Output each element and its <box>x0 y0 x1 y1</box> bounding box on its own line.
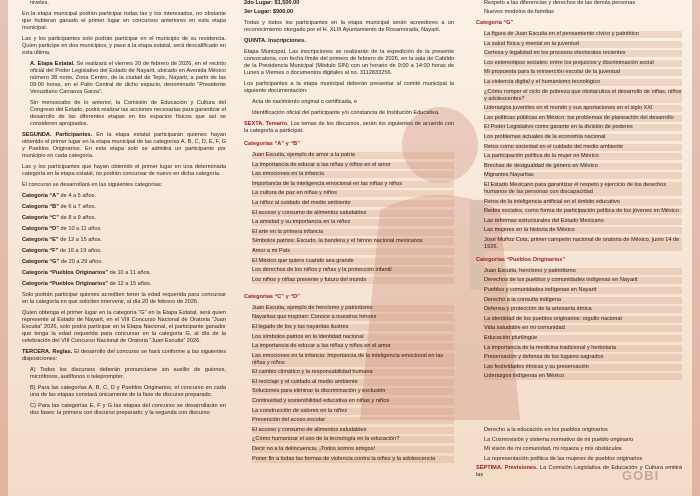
topic-item: Soluciones para eliminar la discriminación y exclusión <box>252 388 454 395</box>
topic-item: Preservación y defensa de los lugares sagrados <box>484 354 682 361</box>
category-item <box>22 193 226 200</box>
category-item <box>22 270 226 277</box>
paragraph: Sin menoscabo de lo anterior, la Comisión de Educación y Cultura del Congreso del Estado, podrá realizar las acciones necesarias para garantizar el desarrollo de las diferentes etapas en los espacios físicos que así se consideren apropiados. <box>30 100 226 127</box>
right-border-decoration <box>692 0 700 496</box>
category-name: Categoría “C” <box>22 215 59 221</box>
category-item <box>22 259 226 266</box>
category-age: de 12 a 15 años. <box>108 281 152 287</box>
topic-item: Prevención del acoso escolar <box>252 417 454 424</box>
topic-item: Los símbolos patrios en la identidad nacional <box>252 334 454 341</box>
topic-item: La identidad de los pueblos originarios: orgullo nacional <box>484 316 682 323</box>
topic-item: Continuidad y sostenibilidad educativa en niñas y niños <box>252 398 454 405</box>
quinta-label: QUINTA. Inscripciones. <box>244 38 306 44</box>
topic-item: Derecho a la consulta indígena <box>484 297 682 304</box>
topic-item: El arte en la primera infancia <box>252 229 454 236</box>
category-name: Categoría “Pueblos Originarios” <box>22 270 109 276</box>
septima-label: SÉPTIMA. Previsiones. <box>476 465 538 472</box>
section-title-g: Categoría “G” <box>476 20 514 26</box>
category-item <box>22 215 226 222</box>
topic-item: La niñez al cuidado del medio ambiente <box>252 200 454 207</box>
rule-b: B) Para las categorías A, B, C, D y Pueblos Originarios, el concurso en cada una de las etapas constará únicamente de la fase de discurso preparado. <box>30 385 226 398</box>
topic-item: Certeza y legalidad en los procesos electorales recientes <box>484 50 682 57</box>
category-name: Categoría “B” <box>22 204 59 210</box>
topic-item: Los estereotipos sociales: entre los prejuicios y discriminación social <box>484 60 682 67</box>
category-item <box>22 281 226 288</box>
paragraph: Las y los participantes que hayan obtenido el primer lugar en una determinada categoría en la etapa estatal, no podrán concursar de nuevo en dicha categoría. <box>22 164 226 177</box>
topic-item: Símbolos patrios: Escudo, la bandera y el himno nacional mexicanos <box>252 238 454 245</box>
topic-item: Mi propuesta para la reinserción escolar de la juventud <box>484 69 682 76</box>
column-right <box>476 0 682 483</box>
topic-item: El reciclaje y el cuidado al medio ambiente <box>252 379 454 386</box>
topic-item: Importancia de la inteligencia emocional en las niñas y niños <box>252 181 454 188</box>
category-age: de 20 a 29 años. <box>59 259 103 265</box>
topic-item: La violencia digital y el humanismo tecnológico <box>484 79 682 86</box>
etapa-estatal-label: A. Etapa Estatal. <box>30 61 75 67</box>
topic-item: Las reformas estructurales del Estado Mexicano <box>484 218 682 225</box>
topic-item: El acceso y consumo de alimentos saludables <box>252 210 454 217</box>
topic-list-po <box>476 268 682 381</box>
section-title-ab: Categorías “A” y “B” <box>244 141 300 147</box>
paragraph: niveles. <box>30 0 49 6</box>
topic-item: Liderazgos indígenas en México <box>484 373 682 380</box>
prize-third: 3er Lugar: $900.00 <box>244 9 294 15</box>
list-item: Derecho a la educación en los pueblos originarios <box>484 427 608 433</box>
topic-item: Retos como sociedad en el cuidado del medio ambiente <box>484 144 682 151</box>
topic-item: La importancia de educar a las niñas y niños en el amor <box>252 343 454 350</box>
paragraph: Las y los participantes solo podrán participar en el municipio de su residencia. Quien participe en dos municipios, y pase a la etapa estatal, será descalificado en esta última. <box>22 36 226 56</box>
category-age: de 16 a 19 años. <box>58 248 102 254</box>
paragraph: En la etapa municipal podrán participar todas las y los interesados, no obstante que hubieran ganado el primer lugar en concursos anteriores en esta etapa municipal. <box>22 11 226 31</box>
topic-item: Liderazgos juveniles en el mundo y sus aportaciones en el siglo XXI <box>484 105 682 112</box>
topic-item: Amor a mi País <box>252 248 454 255</box>
topic-item: Redes sociales, como forma de participación política de los jóvenes en México <box>484 208 682 215</box>
rule-a: A) Todos los discursos deberán pronunciarse sin auxilio de guiones, micrófonos, audífonos o teleprompter. <box>30 367 226 380</box>
topic-item: La amistad y su importancia en la niñez <box>252 219 454 226</box>
category-list <box>22 193 226 288</box>
topic-list-g <box>476 31 682 251</box>
document-item: Acta de nacimiento original o certificada, e <box>252 99 358 105</box>
segunda-paragraph <box>22 132 226 160</box>
column-middle <box>244 0 454 465</box>
category-age: de 6 a 7 años. <box>59 204 97 210</box>
topic-item: La salud física y mental en la juventud <box>484 41 682 48</box>
topic-item: Los niños y niñas presente y futuro del mundo <box>252 277 454 284</box>
topic-item: Las políticas públicas en México: los problemas de planeación del desarrollo <box>484 115 682 122</box>
category-age: de 10 a 11 años. <box>59 226 102 232</box>
list-item: La Cosmovisión y sistema normativo de mi pueblo originario <box>484 436 634 443</box>
paragraph: Nuevos modelos de familias <box>484 9 554 15</box>
category-age: de 10 a 11 años. <box>108 270 151 276</box>
paragraph: El concurso se desarrollará en las siguientes categorías: <box>22 182 163 188</box>
category-name: Categoría “A” <box>22 193 59 199</box>
paragraph: Todas y todos los participantes en la etapa municipal serán acreedores a un reconocimiento otorgado por el H. XLIII Ayuntamiento de Rosamorada, Nayarit. <box>244 20 454 33</box>
category-age: de 4 a 5 años. <box>59 193 97 199</box>
topic-item: La figura de Juan Escutia en el pensamiento cívico y patriótico <box>484 31 682 38</box>
category-item <box>22 204 226 211</box>
topic-item: Pueblos y comunidades indígenas en Nayarit <box>484 287 682 294</box>
prize-second: 2do Lugar: $1,500.00 <box>244 0 300 6</box>
category-name: Categoría “D” <box>22 226 59 232</box>
section-title-cd: Categorías “C” y “D” <box>244 293 300 300</box>
category-item <box>22 237 226 244</box>
topic-item: Educación plurilingüe <box>484 335 682 342</box>
topic-item: Decir no a la delincuencia, ¡Todos somos amigos! <box>252 446 454 453</box>
topic-item: La importancia de educar a las niñas y niños en el amor <box>252 162 454 169</box>
topic-item: La participación política de la mujer en México <box>484 153 682 160</box>
topic-item: El Poder Legislativo como garante en la división de poderes <box>484 124 682 131</box>
topic-item: Retos de la inteligencia artificial en el ámbito educativo <box>484 199 682 206</box>
category-item <box>22 226 226 233</box>
column-left <box>22 0 226 421</box>
topic-item: Nayaritas que inspiran: Conoce a nuestros héroes <box>252 314 454 321</box>
list-item: La representación política de las mujeres de pueblos originarios <box>484 455 643 462</box>
category-age: de 8 a 9 años. <box>59 215 97 221</box>
topic-item: Los derechos de los niños y niñas y la protección infantil <box>252 267 454 274</box>
topic-item: Las mujeres en la historia de México <box>484 227 682 234</box>
topic-item: Juan Escutia, ejemplo de heroísmo y patriotismo <box>252 305 454 312</box>
septima-text: La Comisión Legislativa de Educación y Cultura emitirá las <box>476 465 683 479</box>
topic-item: La importancia de la medicina tradicional y herbolaria <box>484 345 682 352</box>
category-item <box>22 248 226 255</box>
paragraph: Etapa Municipal. Las inscripciones se realizarán de la expedición de la presente convocatoria, con fecha límite del primero de febrero de 2026, en la sala de Cabildo de la Presidencia Municipal (Módulo SIN) con un horario de 9:00 a 14:00 horas de Lunes a Viernes o documentos digitales al no. 3112833256. <box>244 49 454 76</box>
list-item: Mi visión de mi comunidad, mi riqueza y mis obstáculos <box>484 446 622 453</box>
category-name: Categoría “Pueblos Originarios” <box>22 281 109 287</box>
topic-item: La cultura de paz en niñas y niños <box>252 190 454 197</box>
topic-item: La construcción de valores en la niñez <box>252 408 454 415</box>
topic-item: ¿Cómo romper el ciclo de pobreza que obstaculiza el desarrollo de niñas, niños y adolescentes? <box>484 88 682 102</box>
topic-list-ab <box>244 152 454 284</box>
paragraph: Quien obtenga el primer lugar en la categoría “G” en la Etapa Estatal, será quien represente al Estado de Nayarit, en el VIII Concurso Nacional de Oratoria “Juan Escutia” 2026, solo podrá participar en la Etapa Nacional, el participante ganador que tenga la edad requerida para concursar en la categoría G, al día de la celebración del VIII Concurso Nacional de Oratoria “Juan Escutia” 2026. <box>22 310 226 344</box>
government-watermark: GOBI <box>622 468 660 483</box>
spacer <box>476 383 682 427</box>
topic-item: José Muñoz Cota, primer campeón nacional de oratoria de México, junio 14 de 1926. <box>484 237 682 251</box>
rule-c: C) Para las categorías E, F y G las etapas del concurso se desarrollarán en dos fases: la primera con discurso preparado; y la segunda con discurso <box>30 403 226 416</box>
topic-item: El México que quiero cuando sea grande <box>252 258 454 265</box>
segunda-label: SEGUNDA. Participantes. <box>22 132 93 138</box>
paragraph: Los participantes a la etapa municipal deberán presentar al comité municipal la siguiente documentación: <box>244 81 454 94</box>
tercera-text: El desarrollo del concurso se hará conforme a las siguientes disposiciones: <box>22 349 226 362</box>
topic-item: Poner fin a todas las formas de violencia contra la niñez y la adolescencia <box>252 456 454 463</box>
category-age: de 12 a 15 años. <box>58 237 102 243</box>
etapa-estatal-paragraph <box>22 61 226 96</box>
topic-item: Las festividades étnicas y su preservación <box>484 364 682 371</box>
topic-item: El acceso y consumo de alimentos saludables <box>252 427 454 434</box>
paragraph: Respeto a las diferencias y derechos de las demás personas <box>484 0 636 6</box>
topic-item: Los problemas actuales de la economía nacional <box>484 134 682 141</box>
category-name: Categoría “F” <box>22 248 59 254</box>
document-item: Identificación oficial del participante y/o constancia de Institución Educativa. <box>252 110 440 116</box>
category-name: Categoría “G” <box>22 259 60 265</box>
topic-item: Migrantes Nayaritas <box>484 172 682 179</box>
left-border-decoration <box>0 0 8 496</box>
segunda-text: En la etapa estatal participarán quienes hayan obtenido el primer lugar en la etapa municipal de las categorías A, B, C, D, E, F, G y Pueblos Originarios. En esta etapa solo se admitirá un participante por municipio en cada categoría. <box>22 132 227 159</box>
tercera-paragraph <box>22 349 226 363</box>
topic-item: ¿Cómo humanizar el uso de la tecnología en la educación? <box>252 436 454 443</box>
sexta-label: SEXTA. Temario. <box>244 121 289 127</box>
topic-list-cd <box>244 305 454 463</box>
section-title-po: Categorías “Pueblos Originarios” <box>476 256 566 263</box>
sexta-paragraph <box>244 121 454 135</box>
tercera-label: TERCERA. Reglas. <box>22 349 73 355</box>
bottom-list <box>476 427 682 463</box>
topic-item: Defensa y protección de la artesanía étnica <box>484 306 682 313</box>
topic-item: Las emociones en la infancia: Importancia de la inteligencia emocional en las niñas y niños <box>252 353 454 367</box>
topic-item: El legado de los y las nayaritas ilustres <box>252 324 454 331</box>
topic-item: Vida saludable en mi comunidad <box>484 325 682 332</box>
paragraph: Solo podrán participar quienes acrediten tener la edad requerida para concursar en la categoría en que soliciten intervenir, al día 20 de febrero de 2026. <box>22 292 226 305</box>
category-name: Categoría “E” <box>22 237 59 243</box>
etapa-estatal-text: Se realizará el viernes 20 de febrero de 2026, en el recinto oficial del Poder Legislativo del Estado de Nayarit, ubicado en Avenida México número 38 norte, Zona Centro, de la ciudad de Tepic, Nayarit, a partir de las 09:00 horas, en el Palio Central de dicho espacio, denominado “Presidente Venustiano Carranza Garza”. <box>30 61 226 95</box>
topic-item: Las emociones en la infancia <box>252 171 454 178</box>
sexta-text: Los temas de los discursos, serán los siguientes de acuerdo con la categoría a participar. <box>244 121 455 134</box>
topic-item: Derechos de los pueblos y comunidades indígenas en Nayarit <box>484 277 682 284</box>
topic-item: El cambio climático y la responsabilidad humana <box>252 369 454 376</box>
topic-item: El Estado Mexicano para garantizar el respeto y ejercicio de los derechos humanos de las personas con discapacidad <box>484 182 682 196</box>
topic-item: Brechas de desigualdad de género en México <box>484 163 682 170</box>
topic-item: Juan Escutia, ejemplo de amor a la patria <box>252 152 454 159</box>
topic-item: Juan Escutia, heroísmo y patriotismo <box>484 268 682 275</box>
